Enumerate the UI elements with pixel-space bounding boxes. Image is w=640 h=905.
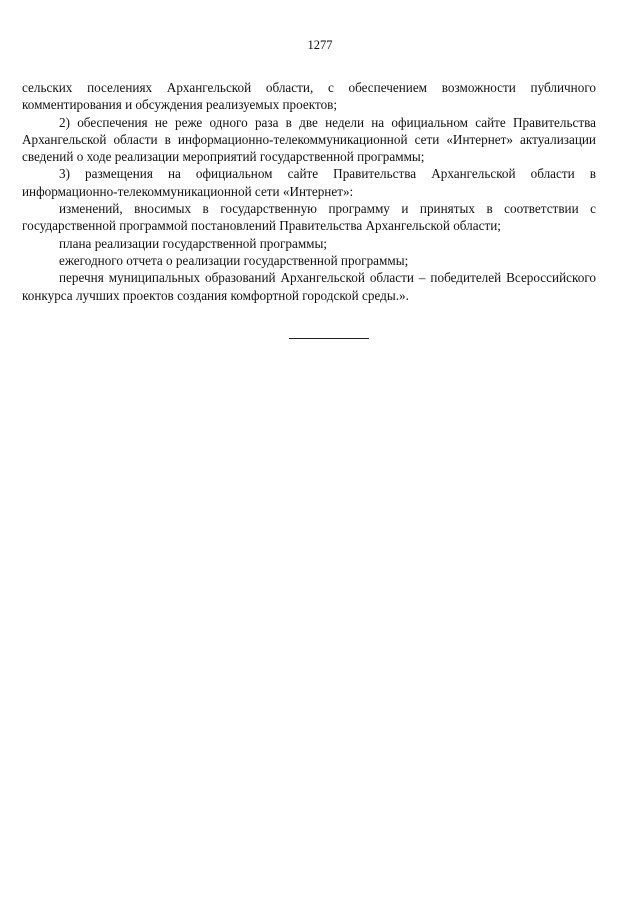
end-separator-line [289, 338, 369, 339]
paragraph-6: ежегодного отчета о реализации государственной программы; [59, 252, 409, 268]
document-body [22, 79, 596, 304]
paragraph-7: перечня муниципальных образований Архангельской области – победителей Всероссийского конкурса лучших проектов создания комфортной городской среды.». [22, 270, 596, 303]
paragraph-4: изменений, вносимых в государственную программу и принятых в соответствии с государственной программой постановлений Правительства Архангельской области; [22, 201, 596, 234]
paragraph-1: сельских поселениях Архангельской области, с обеспечением возможности публичного комментирования и обсуждения реализуемых проектов; [22, 80, 596, 113]
paragraph-5: плана реализации государственной программы; [59, 235, 328, 251]
paragraph-3: 3) размещения на официальном сайте Правительства Архангельской области в информационно-телекоммуникационной сети «Интернет»: [22, 166, 596, 199]
page-number: 1277 [307, 38, 333, 52]
paragraph-2: 2) обеспечения не реже одного раза в две недели на официальном сайте Правительства Архангельской области в информационно-телекоммуникационной сети «Интернет» актуализации сведений о ходе реализации мероприятий государственной программы; [22, 114, 596, 165]
